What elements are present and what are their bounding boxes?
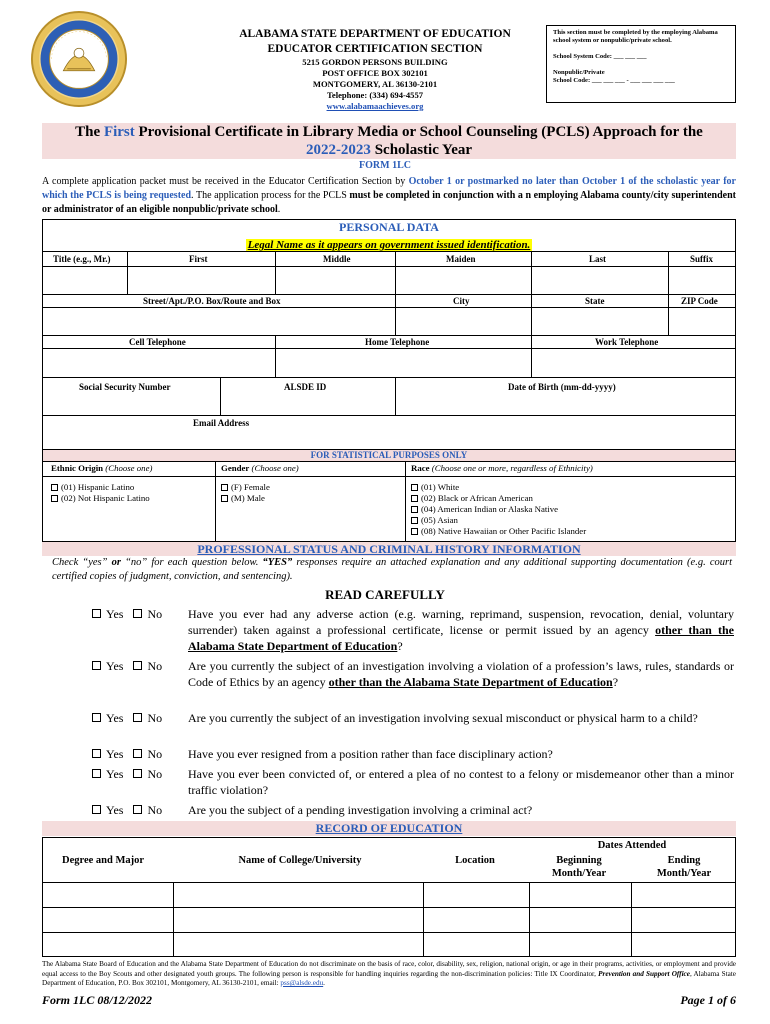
professional-instructions: Check “yes” or “no” for each question below. “YES” responses require an attached explanation and any additional supporting documentation (e.g. court certified copies of judgment, conviction, and sentencing). bbox=[52, 557, 733, 582]
title-label: Title (e.g., Mr.) bbox=[53, 254, 111, 264]
question-convicted: Yes No Have you ever been convicted of, or entered a plea of no contest to a felony or misdemeanor other than a minor traffic violation? bbox=[92, 766, 734, 798]
question-pending-criminal: Yes No Are you the subject of a pending investigation involving a criminal act? bbox=[92, 802, 734, 818]
yes-checkbox[interactable] bbox=[92, 805, 101, 814]
checkbox-icon[interactable] bbox=[51, 484, 58, 491]
gender-option-male[interactable]: (M) Male bbox=[221, 493, 265, 504]
ending-header: Ending Month/Year bbox=[656, 855, 712, 879]
no-checkbox[interactable] bbox=[133, 769, 142, 778]
no-checkbox[interactable] bbox=[133, 661, 142, 670]
statistical-heading: FOR STATISTICAL PURPOSES ONLY bbox=[43, 450, 735, 461]
checkbox-icon[interactable] bbox=[221, 495, 228, 502]
name-input-row[interactable] bbox=[43, 267, 735, 294]
school-system-code-field[interactable]: School System Code: ___ ___ ___ bbox=[553, 53, 647, 60]
city-label: City bbox=[453, 296, 470, 306]
read-carefully-heading: READ CAREFULLY bbox=[325, 587, 445, 602]
first-name-label: First bbox=[189, 254, 208, 264]
last-name-label: Last bbox=[589, 254, 607, 264]
race-option-black[interactable]: (02) Black or African American bbox=[411, 493, 533, 504]
education-row[interactable] bbox=[43, 933, 735, 956]
ethnic-origin-label: Ethnic Origin (Choose one) bbox=[51, 463, 153, 473]
alsde-id-label: ALSDE ID bbox=[284, 382, 327, 392]
checkbox-icon[interactable] bbox=[221, 484, 228, 491]
yes-checkbox[interactable] bbox=[92, 609, 101, 618]
yes-checkbox[interactable] bbox=[92, 769, 101, 778]
race-option-white[interactable]: (01) White bbox=[411, 482, 459, 493]
personal-data-table bbox=[42, 219, 736, 542]
checkbox-icon[interactable] bbox=[51, 495, 58, 502]
section-name: EDUCATOR CERTIFICATION SECTION bbox=[267, 43, 483, 55]
ethnic-option-not-hispanic[interactable]: (02) Not Hispanic Latino bbox=[51, 493, 150, 504]
gender-label: Gender (Choose one) bbox=[221, 463, 299, 473]
no-checkbox[interactable] bbox=[133, 749, 142, 758]
race-option-american-indian[interactable]: (04) American Indian or Alaska Native bbox=[411, 504, 558, 515]
form-number: FORM 1LC bbox=[359, 160, 411, 171]
degree-header: Degree and Major bbox=[61, 855, 145, 866]
no-checkbox[interactable] bbox=[133, 805, 142, 814]
email-link[interactable]: pss@alsde.edu bbox=[280, 979, 324, 987]
no-checkbox[interactable] bbox=[133, 609, 142, 618]
telephone: Telephone: (334) 694-4557 bbox=[326, 90, 424, 100]
intro-paragraph: A complete application packet must be received in the Educator Certification Section by October 1 or postmarked no later than October 1 of the scholastic year for which the PCLS is being requested. The application process for the PCLS must be completed in conjunction with a n employing Alabama county/city superintendent or administrator of an eligible nonpublic/private school. bbox=[42, 176, 736, 215]
title-first: First bbox=[103, 124, 135, 140]
checkbox-icon[interactable] bbox=[411, 495, 418, 502]
website-link[interactable]: www.alabamaachieves.org bbox=[326, 101, 424, 111]
question-sexual-misconduct: Yes No Are you currently the subject of an investigation involving sexual misconduct or physical harm to a child? bbox=[92, 710, 734, 726]
cell-phone-label: Cell Telephone bbox=[129, 337, 186, 347]
address-line-1: 5215 GORDON PERSONS BUILDING bbox=[302, 57, 448, 67]
form-id-footer: Form 1LC 08/12/2022 bbox=[42, 993, 153, 1007]
middle-name-label: Middle bbox=[323, 254, 351, 264]
location-header: Location bbox=[455, 855, 495, 866]
education-heading: RECORD OF EDUCATION bbox=[42, 821, 736, 836]
no-checkbox[interactable] bbox=[133, 713, 142, 722]
yes-checkbox[interactable] bbox=[92, 749, 101, 758]
race-option-pacific-islander[interactable]: (08) Native Hawaiian or Other Pacific Islander bbox=[411, 526, 586, 537]
dates-attended-header: Dates Attended bbox=[597, 840, 667, 851]
question-investigation-ethics: Yes No Are you currently the subject of an investigation involving a violation of a profession’s laws, rules, standards or Code of Ethics by an agency other than the Alabama State Department of Education? bbox=[92, 658, 734, 690]
legal-name-note: Legal Name as it appears on government issued identification. bbox=[247, 239, 531, 251]
education-row[interactable] bbox=[43, 883, 735, 907]
nonpublic-school-code-field[interactable]: School Code: ___ ___ ___ - ___ ___ ___ ___ bbox=[553, 77, 675, 84]
department-name: ALABAMA STATE DEPARTMENT OF EDUCATION bbox=[239, 28, 511, 40]
page-number: Page 1 of 6 bbox=[680, 993, 736, 1007]
checkbox-icon[interactable] bbox=[411, 484, 418, 491]
form-title: The First Provisional Certificate in Library Media or School Counseling (PCLS) Approach for the 2022-2023 Scholastic Year bbox=[42, 123, 736, 159]
zip-label: ZIP Code bbox=[681, 296, 718, 306]
nonpublic-label: Nonpublic/Private bbox=[553, 69, 605, 76]
ssn-label: Social Security Number bbox=[79, 382, 171, 392]
question-resigned: Yes No Have you ever resigned from a position rather than face disciplinary action? bbox=[92, 746, 734, 762]
checkbox-icon[interactable] bbox=[411, 528, 418, 535]
college-header: Name of College/University bbox=[238, 855, 362, 866]
state-label: State bbox=[585, 296, 605, 306]
title-year: 2022-2023 bbox=[305, 142, 371, 158]
education-row[interactable] bbox=[43, 908, 735, 932]
personal-data-heading: PERSONAL DATA Legal Name as it appears on government issued identification. bbox=[247, 220, 531, 251]
race-label: Race (Choose one or more, regardless of Ethnicity) bbox=[411, 463, 593, 473]
professional-status-heading: PROFESSIONAL STATUS AND CRIMINAL HISTORY INFORMATION bbox=[42, 542, 736, 556]
home-phone-label: Home Telephone bbox=[365, 337, 430, 347]
work-phone-label: Work Telephone bbox=[595, 337, 659, 347]
id-input-row[interactable] bbox=[43, 392, 735, 415]
question-adverse-action: Yes No Have you ever had any adverse action (e.g. warning, reprimand, suspension, revocation, denial, voluntary surrender) taken against a professional certificate, license or permit issued by an agency other than the Alabama State Department of Education? bbox=[92, 606, 734, 654]
checkbox-icon[interactable] bbox=[411, 506, 418, 513]
non-discrimination-footer: The Alabama State Board of Education and the Alabama State Department of Education do not discriminate on the basis of race, color, disability, sex, religion, national origin, or age in their programs, activities, or employment and provide equal access to the Boy Scouts and other designated youth groups. The following person is responsible for handling inquiries regarding the non-discrimination policies: Title IX Coordinator, Prevention and Support Office, Alabama State Department of Education, P.O. Box 302101, Montgomery, AL 36130-2101, email: pss@alsde.edu. bbox=[42, 960, 736, 987]
yes-checkbox[interactable] bbox=[92, 713, 101, 722]
employer-note: This section must be completed by the employing Alabama school system or nonpublic/private school. bbox=[553, 29, 718, 44]
street-label: Street/Apt./P.O. Box/Route and Box bbox=[143, 296, 281, 306]
address-line-2: POST OFFICE BOX 302101 bbox=[322, 68, 428, 78]
suffix-label: Suffix bbox=[690, 254, 714, 264]
ethnic-option-hispanic[interactable]: (01) Hispanic Latino bbox=[51, 482, 134, 493]
employer-code-box bbox=[546, 25, 736, 103]
alabama-seal-logo bbox=[30, 10, 128, 108]
checkbox-icon[interactable] bbox=[411, 517, 418, 524]
address-line-3: MONTGOMERY, AL 36130-2101 bbox=[312, 79, 438, 89]
beginning-header: Beginning Month/Year bbox=[551, 855, 607, 879]
education-table bbox=[42, 837, 736, 957]
dob-label: Date of Birth (mm-dd-yyyy) bbox=[508, 382, 616, 392]
email-input-field[interactable] bbox=[43, 429, 735, 449]
phone-input-row[interactable] bbox=[43, 349, 735, 377]
header-block bbox=[210, 27, 540, 112]
address-input-row[interactable] bbox=[43, 308, 735, 335]
maiden-name-label: Maiden bbox=[446, 254, 476, 264]
gender-option-female[interactable]: (F) Female bbox=[221, 482, 270, 493]
email-label: Email Address bbox=[193, 418, 250, 428]
yes-checkbox[interactable] bbox=[92, 661, 101, 670]
race-option-asian[interactable]: (05) Asian bbox=[411, 515, 458, 526]
